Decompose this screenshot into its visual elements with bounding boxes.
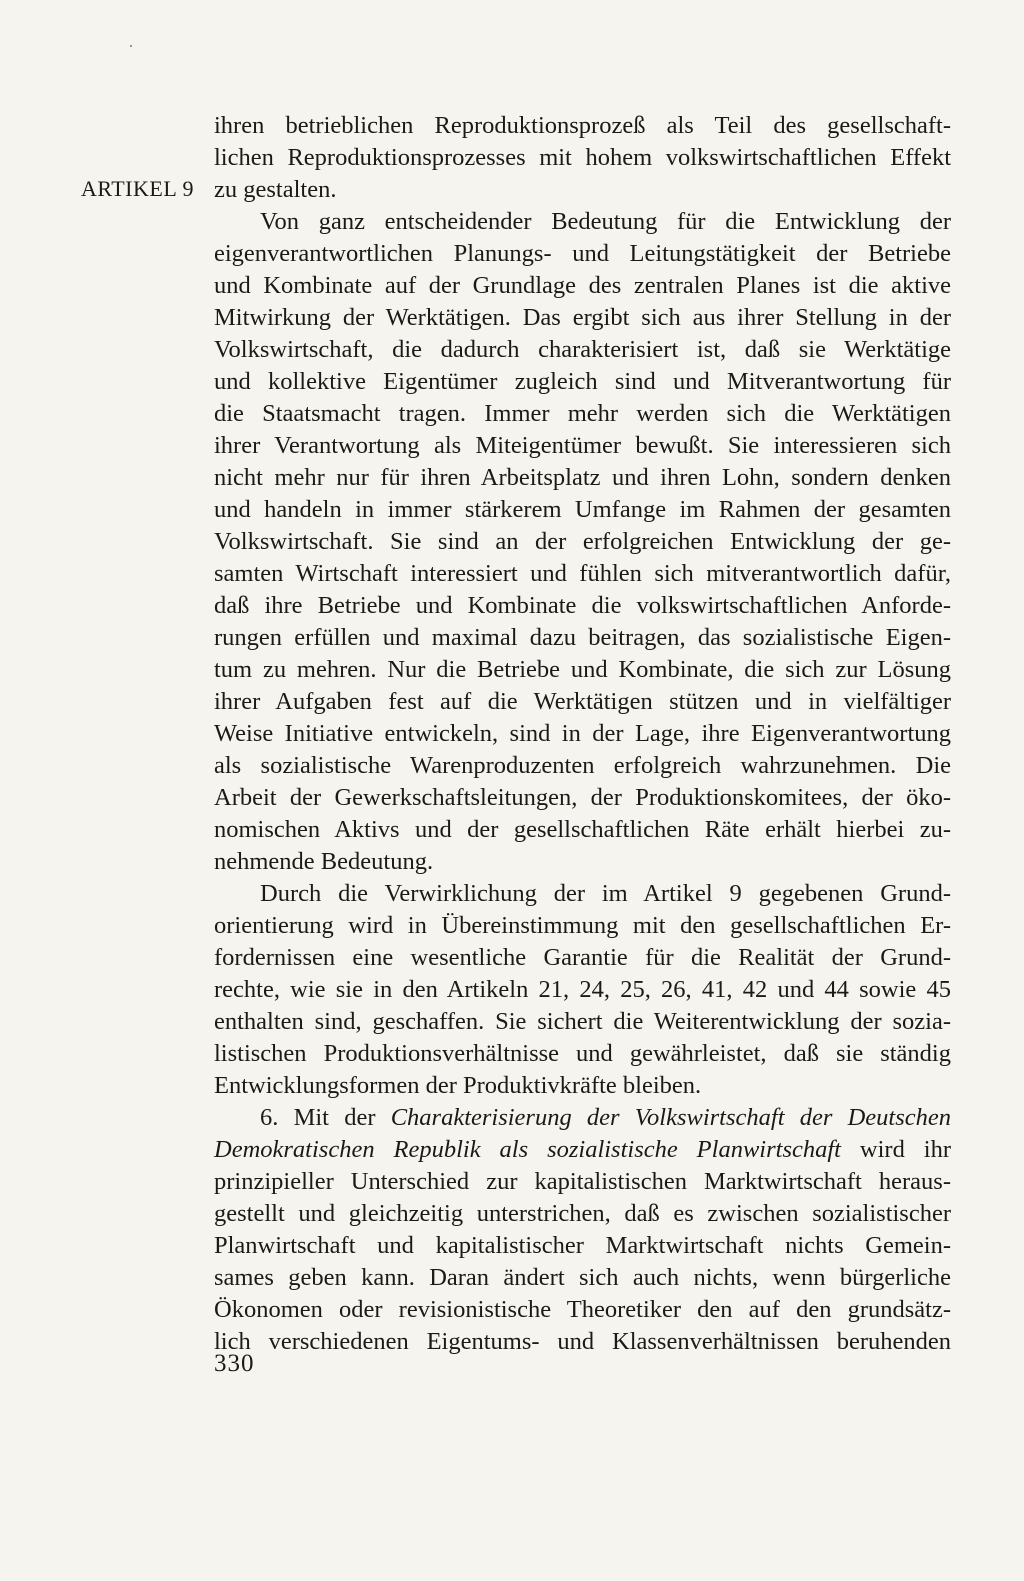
italic-run: Demokratischen Republik als sozialistische Planwirtschaft	[214, 1136, 841, 1163]
text-run: wird ihr	[840, 1136, 951, 1163]
text-line: Von ganz entscheidender Bedeutung für die Entwicklung der	[260, 208, 951, 235]
text-line: als sozialistische Warenproduzenten erfolgreich wahrzunehmen. Die	[214, 752, 951, 779]
text-line	[214, 1134, 951, 1166]
text-run: 6. Mit der	[260, 1104, 391, 1131]
page-number: 330	[214, 1350, 255, 1377]
text-line: Durch die Verwirklichung der im Artikel 9 gegebenen Grund-	[260, 880, 951, 907]
text-line: Ökonomen oder revisionistische Theoretiker den auf den grundsätz-	[214, 1296, 951, 1323]
text-line: lich verschiedenen Eigentums- und Klassenverhältnissen beruhenden	[214, 1328, 951, 1355]
text-line: listischen Produktionsverhältnisse und gewährleistet, daß sie ständig	[214, 1040, 951, 1067]
text-line: nomischen Aktivs und der gesellschaftlichen Räte erhält hierbei zu-	[214, 816, 951, 843]
text-line: daß ihre Betriebe und Kombinate die volkswirtschaftlichen Anforde-	[214, 592, 951, 619]
text-line: sames geben kann. Daran ändert sich auch nichts, wenn bürgerliche	[214, 1264, 951, 1291]
text-line: fordernissen eine wesentliche Garantie für die Realität der Grund-	[214, 944, 951, 971]
text-line: lichen Reproduktionsprozesses mit hohem volkswirtschaftlichen Effekt	[214, 144, 951, 171]
text-line: orientierung wird in Übereinstimmung mit den gesellschaftlichen Er-	[214, 912, 951, 939]
text-line: enthalten sind, geschaffen. Sie sichert die Weiterentwicklung der sozia-	[214, 1008, 951, 1035]
italic-run: Charakterisierung der Volkswirtschaft der Deutschen	[390, 1104, 951, 1131]
text-line: samten Wirtschaft interessiert und fühlen sich mitverantwortlich dafür,	[214, 560, 951, 587]
margin-note-article: ARTIKEL 9	[81, 176, 194, 201]
body-text	[214, 110, 951, 1358]
text-line	[214, 1102, 951, 1134]
text-line: eigenverantwortlichen Planungs- und Leitungstätigkeit der Betriebe	[214, 240, 951, 267]
text-line: ihren betrieblichen Reproduktionsprozeß als Teil des gesellschaft-	[214, 112, 951, 139]
text-line: Mitwirkung der Werktätigen. Das ergibt sich aus ihrer Stellung in der	[214, 304, 951, 331]
text-line: und handeln in immer stärkerem Umfange im Rahmen der gesamten	[214, 496, 951, 523]
text-line: ihrer Aufgaben fest auf die Werktätigen stützen und in vielfältiger	[214, 688, 951, 715]
text-line: tum zu mehren. Nur die Betriebe und Kombinate, die sich zur Lösung	[214, 656, 951, 683]
text-line: und Kombinate auf der Grundlage des zentralen Planes ist die aktive	[214, 272, 951, 299]
text-line: Volkswirtschaft, die dadurch charakterisiert ist, daß sie Werktätige	[214, 336, 951, 363]
text-line: rechte, wie sie in den Artikeln 21, 24, 25, 26, 41, 42 und 44 sowie 45	[214, 976, 951, 1003]
text-line: zu gestalten.	[214, 176, 337, 203]
text-line: die Staatsmacht tragen. Immer mehr werden sich die Werktätigen	[214, 400, 951, 427]
text-line: nehmende Bedeutung.	[214, 848, 434, 875]
text-line: gestellt und gleichzeitig unterstrichen, daß es zwischen sozialistischer	[214, 1200, 951, 1227]
print-speck	[130, 45, 132, 47]
text-line: Weise Initiative entwickeln, sind in der Lage, ihre Eigenverantwortung	[214, 720, 951, 747]
text-line: prinzipieller Unterschied zur kapitalistischen Marktwirtschaft heraus-	[214, 1168, 951, 1195]
text-line: nicht mehr nur für ihren Arbeitsplatz und ihren Lohn, sondern denken	[214, 464, 951, 491]
text-line: Volkswirtschaft. Sie sind an der erfolgreichen Entwicklung der ge-	[214, 528, 951, 555]
text-line: Planwirtschaft und kapitalistischer Marktwirtschaft nichts Gemein-	[214, 1232, 951, 1259]
text-line: ihrer Verantwortung als Miteigentümer bewußt. Sie interessieren sich	[214, 432, 951, 459]
text-line: und kollektive Eigentümer zugleich sind und Mitverantwortung für	[214, 368, 951, 395]
text-line: Arbeit der Gewerkschaftsleitungen, der Produktionskomitees, der öko-	[214, 784, 951, 811]
text-line: rungen erfüllen und maximal dazu beitragen, das sozialistische Eigen-	[214, 624, 951, 651]
text-line: Entwicklungsformen der Produktivkräfte bleiben.	[214, 1072, 702, 1099]
